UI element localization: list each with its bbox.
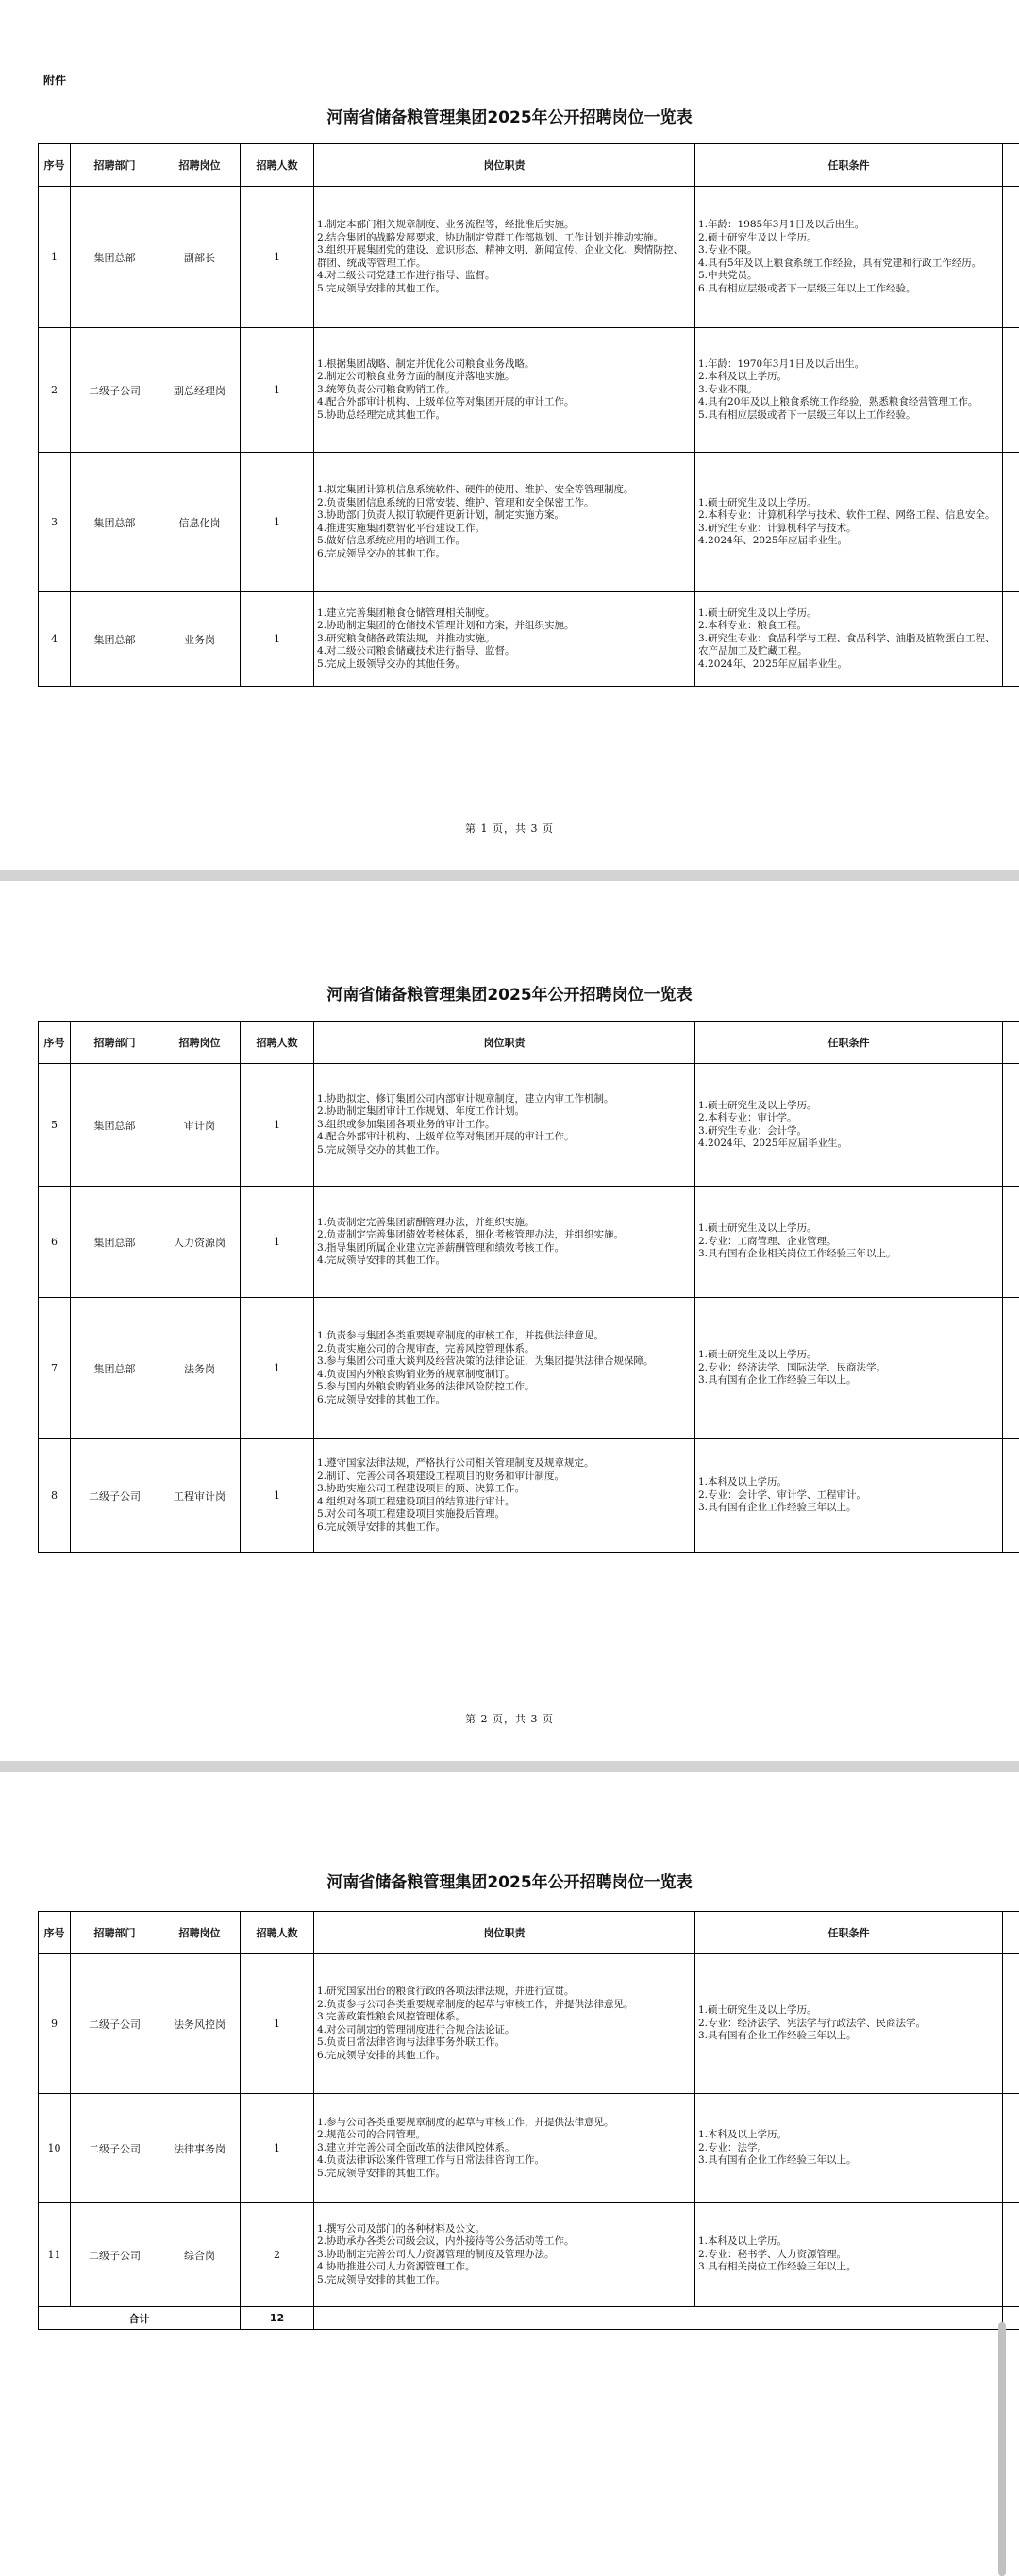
requirement-line: 5.具有相应层级或者下一层级三年以上工作经验。	[698, 408, 916, 421]
requirement-line: 4.2024年、2025年应届毕业生。	[698, 657, 847, 670]
cell-count: 1	[241, 1954, 314, 2094]
table-edge-cell	[1003, 592, 1019, 687]
requirement-line: 3.具有国有企业相关岗位工作经验三年以上。	[698, 1248, 896, 1260]
requirement-line: 1.本科及以上学历。	[698, 1476, 788, 1488]
duty-line: 4.对公司制定的管理制度进行合规合法论证。	[317, 2023, 515, 2036]
duty-line: 1.拟定集团计算机信息系统软件、硬件的使用、维护、安全等管理制度。	[317, 484, 634, 495]
cell-dept: 二级子公司	[71, 2203, 159, 2307]
duty-line: 5.完成领导安排的其他工作。	[317, 282, 446, 294]
cell-count: 2	[241, 2203, 314, 2307]
cell-dept: 集团总部	[71, 1298, 159, 1439]
cell-position: 业务岗	[159, 592, 241, 687]
header-requirements: 任职条件	[695, 1022, 1003, 1064]
duty-line: 2.负责集团信息系统的日常安装、维护、管理和安全保密工作。	[317, 496, 594, 508]
header-dept: 招聘部门	[71, 1912, 159, 1954]
table-row	[39, 453, 1019, 592]
page-1	[0, 0, 1019, 863]
table-header-row	[39, 1912, 1019, 1954]
cell-position: 法律事务岗	[159, 2094, 241, 2203]
duty-line: 5.参与国内外粮食购销业务的法律风险防控工作。	[317, 1381, 535, 1392]
requirement-line: 1.硕士研究生及以上学历。	[698, 1222, 817, 1235]
cell-duties	[314, 453, 695, 592]
duty-line: 1.根据集团战略、制定并优化公司粮食业务战略。	[317, 357, 535, 370]
duty-line: 2.协助承办各类公司级会议，内外接待等公务活动等工作。	[317, 2235, 575, 2248]
duty-line: 3.研究粮食储备政策法规，并推动实施。	[317, 632, 495, 644]
cell-count: 1	[241, 453, 314, 592]
duty-line: 2.负责实施公司的合规审查，完善风控管理体系。	[317, 1342, 535, 1354]
total-count: 12	[241, 2307, 314, 2330]
table-row	[39, 1187, 1019, 1298]
cell-seq: 4	[39, 592, 71, 687]
duty-line: 3.统筹负责公司粮食购销工作。	[317, 383, 456, 395]
table-edge-cell	[1003, 2203, 1019, 2307]
duty-line: 5.完成领导交办的其他工作。	[317, 1143, 446, 1155]
duty-line: 4.负责法律诉讼案件管理工作与日常法律咨询工作。	[317, 2154, 545, 2167]
cell-dept: 二级子公司	[71, 1954, 159, 2094]
cell-count: 1	[241, 328, 314, 453]
duty-line: 1.建立完善集团粮食仓储管理相关制度。	[317, 607, 495, 619]
duty-line: 1.遵守国家法律法规，严格执行公司相关管理制度及规章规定。	[317, 1457, 594, 1469]
cell-count: 1	[241, 1298, 314, 1439]
cell-duties	[314, 1064, 695, 1187]
page-title: 河南省储备粮管理集团2025年公开招聘岗位一览表	[326, 108, 693, 127]
duty-line: 5.负责日常法律咨询与法律事务外联工作。	[317, 2036, 506, 2048]
cell-seq: 10	[39, 2094, 71, 2203]
cell-dept: 二级子公司	[71, 2094, 159, 2203]
page-2	[0, 881, 1019, 1758]
table-edge-cell	[1003, 2094, 1019, 2203]
duty-line: 5.对公司各项工程建设项目实施投后管理。	[317, 1508, 506, 1520]
requirement-line: 3.具有国有企业工作经验三年以上。	[698, 1374, 857, 1387]
cell-duties	[314, 2203, 695, 2307]
table-row	[39, 1064, 1019, 1187]
duty-line: 3.协助实施公司工程建设项目的预、决算工作。	[317, 1483, 526, 1494]
requirement-line: 3.专业不限。	[698, 383, 758, 395]
cell-duties	[314, 187, 695, 328]
cell-seq: 6	[39, 1187, 71, 1298]
table-edge-cell	[1003, 144, 1019, 187]
cell-position: 副部长	[159, 187, 241, 328]
page-separator	[0, 1761, 1019, 1772]
page-title: 河南省储备粮管理集团2025年公开招聘岗位一览表	[326, 986, 693, 1005]
requirement-line: 2.本科专业：粮食工程。	[698, 620, 808, 632]
table-edge-cell	[1003, 1439, 1019, 1553]
duty-line: 4.协助推进公司人力资源管理工作。	[317, 2261, 476, 2273]
cell-count: 1	[241, 1064, 314, 1187]
duty-line: 6.完成领导安排的其他工作。	[317, 2049, 446, 2061]
header-count: 招聘人数	[241, 1912, 314, 1954]
table-row	[39, 1298, 1019, 1439]
cell-requirements	[695, 1298, 1003, 1439]
table-row	[39, 1439, 1019, 1553]
table-header-row	[39, 1022, 1019, 1064]
cell-duties	[314, 1187, 695, 1298]
cell-dept: 集团总部	[71, 1064, 159, 1187]
duty-line: 5.完成领导安排的其他工作。	[317, 2167, 446, 2179]
header-seq: 序号	[39, 1022, 71, 1064]
cell-duties	[314, 328, 695, 453]
cell-position: 副总经理岗	[159, 328, 241, 453]
duty-line: 4.对二级公司党建工作进行指导、监督。	[317, 270, 495, 281]
cell-count: 1	[241, 187, 314, 328]
requirement-line: 1.硕士研究生及以上学历。	[698, 607, 817, 619]
duty-line: 5.协助总经理完成其他工作。	[317, 408, 446, 421]
requirement-line: 3.研究生专业：食品科学与工程、食品科学、油脂及植物蛋白工程、农产品加工及贮藏工程。	[698, 632, 995, 657]
duty-line: 3.组织开展集团党的建设、意识形态、精神文明、新闻宣传、企业文化、舆情防控、群团、统战等管理工作。	[317, 244, 684, 269]
cell-seq: 11	[39, 2203, 71, 2307]
cell-requirements	[695, 1187, 1003, 1298]
header-dept: 招聘部门	[71, 1022, 159, 1064]
duty-line: 6.完成领导安排的其他工作。	[317, 1521, 446, 1533]
cell-seq: 8	[39, 1439, 71, 1553]
cell-duties	[314, 592, 695, 687]
page-footer: 第 2 页，共 3 页	[465, 1713, 554, 1725]
attachment-label: 附件	[43, 74, 67, 87]
requirement-line: 1.年龄：1985年3月1日及以后出生。	[698, 219, 865, 230]
duty-line: 4.配合外部审计机构、上级单位等对集团开展的审计工作。	[317, 396, 575, 408]
table-row	[39, 2094, 1019, 2203]
table-edge-cell	[1003, 1954, 1019, 2094]
cell-count: 1	[241, 2094, 314, 2203]
requirement-line: 3.具有国有企业工作经验三年以上。	[698, 2030, 857, 2042]
table-edge-cell	[1003, 1022, 1019, 1064]
duty-line: 1.制定本部门相关规章制度、业务流程等，经批准后实施。	[317, 219, 575, 230]
header-count: 招聘人数	[241, 144, 314, 187]
page-footer: 第 1 页，共 3 页	[465, 823, 554, 835]
requirement-line: 1.硕士研究生及以上学历。	[698, 1349, 817, 1361]
cell-seq: 7	[39, 1298, 71, 1439]
duty-line: 3.建立并完善公司全面改革的法律风控体系。	[317, 2141, 515, 2153]
requirement-line: 2.专业：会计学、审计学、工程审计。	[698, 1488, 867, 1501]
cell-duties	[314, 2094, 695, 2203]
requirement-line: 2.本科专业：审计学。	[698, 1112, 797, 1123]
cell-duties	[314, 1439, 695, 1553]
header-position: 招聘岗位	[159, 1022, 241, 1064]
duty-line: 2.负责参与公司各类重要规章制度的起草与审核工作，并提供法律意见。	[317, 1998, 634, 2010]
duty-line: 3.参与集团公司重大谈判及经营决策的法律论证，为集团提供法律合规保障。	[317, 1355, 654, 1367]
cell-position: 信息化岗	[159, 453, 241, 592]
duty-line: 4.推进实施集团数智化平台建设工作。	[317, 522, 486, 534]
requirement-line: 4.2024年、2025年应届毕业生。	[698, 1138, 847, 1149]
table-header-row	[39, 144, 1019, 187]
requirement-line: 2.本科及以上学历。	[698, 371, 788, 383]
cell-seq: 1	[39, 187, 71, 328]
requirement-line: 1.硕士研究生及以上学历。	[698, 496, 817, 508]
requirement-line: 2.硕士研究生及以上学历。	[698, 231, 817, 243]
table-edge-cell	[1003, 328, 1019, 453]
cell-position: 法务岗	[159, 1298, 241, 1439]
requirement-line: 3.专业不限。	[698, 244, 758, 256]
header-seq: 序号	[39, 144, 71, 187]
table-edge-cell	[1003, 187, 1019, 328]
cell-dept: 二级子公司	[71, 1439, 159, 1553]
cell-seq: 3	[39, 453, 71, 592]
duty-line: 6.完成领导交办的其他工作。	[317, 547, 446, 559]
duty-line: 2.制定公司粮食业务方面的制度并落地实施。	[317, 371, 515, 383]
duty-line: 4.配合外部审计机构、上级单位等对集团开展的审计工作。	[317, 1131, 575, 1143]
header-duties: 岗位职责	[314, 144, 695, 187]
cell-seq: 9	[39, 1954, 71, 2094]
header-requirements: 任职条件	[695, 144, 1003, 187]
cell-requirements	[695, 1064, 1003, 1187]
cell-requirements	[695, 2094, 1003, 2203]
cell-requirements	[695, 187, 1003, 328]
requirement-line: 2.专业：工商管理、企业管理。	[698, 1235, 837, 1247]
requirement-line: 4.具有20年及以上粮食系统工作经验，熟悉粮食经营管理工作。	[698, 396, 978, 408]
positions-table	[38, 1021, 1019, 1553]
header-duties: 岗位职责	[314, 1912, 695, 1954]
cell-position: 综合岗	[159, 2203, 241, 2307]
requirement-line: 3.具有国有企业工作经验三年以上。	[698, 2154, 857, 2167]
positions-table	[38, 1911, 1019, 2330]
total-label: 合计	[39, 2307, 241, 2330]
duty-line: 3.指导集团所属企业建立完善薪酬管理和绩效考核工作。	[317, 1241, 565, 1254]
duty-line: 1.负责制定完善集团薪酬管理办法，并组织实施。	[317, 1216, 535, 1228]
cell-position: 人力资源岗	[159, 1187, 241, 1298]
requirement-line: 3.具有相关岗位工作经验三年以上。	[698, 2261, 857, 2273]
page-title: 河南省储备粮管理集团2025年公开招聘岗位一览表	[326, 1873, 693, 1892]
cell-position: 审计岗	[159, 1064, 241, 1187]
requirement-line: 3.具有国有企业工作经验三年以上。	[698, 1502, 857, 1514]
table-edge-cell	[1003, 1187, 1019, 1298]
duty-line: 1.研究国家出台的粮食行政的各项法律法规，并进行宣贯。	[317, 1986, 575, 1997]
requirement-line: 1.年龄：1970年3月1日及以后出生。	[698, 357, 865, 370]
header-dept: 招聘部门	[71, 144, 159, 187]
duty-line: 2.规范公司的合同管理。	[317, 2129, 426, 2141]
total-empty	[314, 2307, 1003, 2330]
page-separator	[0, 870, 1019, 881]
cell-dept: 集团总部	[71, 592, 159, 687]
duty-line: 2.制订、完善公司各项建设工程项目的财务和审计制度。	[317, 1470, 565, 1482]
page-3	[0, 1772, 1019, 2576]
header-duties: 岗位职责	[314, 1022, 695, 1064]
duty-line: 3.组织或参加集团各项业务的审计工作。	[317, 1118, 495, 1130]
cell-requirements	[695, 328, 1003, 453]
table-row	[39, 187, 1019, 328]
positions-table	[38, 143, 1019, 687]
cell-dept: 集团总部	[71, 1187, 159, 1298]
requirement-line: 4.2024年、2025年应届毕业生。	[698, 535, 847, 546]
duty-line: 4.组织对各项工程建设项目的结算进行审计。	[317, 1495, 515, 1507]
table-row	[39, 2203, 1019, 2307]
cell-count: 1	[241, 1439, 314, 1553]
cell-position: 工程审计岗	[159, 1439, 241, 1553]
duty-line: 6.完成领导安排的其他工作。	[317, 1393, 446, 1405]
duty-line: 2.协助制定集团审计工作规划、年度工作计划。	[317, 1105, 526, 1118]
cell-requirements	[695, 1954, 1003, 2094]
requirement-line: 5.中共党员。	[698, 270, 758, 281]
duty-line: 4.完成领导安排的其他工作。	[317, 1255, 446, 1266]
scrollbar-thumb[interactable]	[998, 2322, 1006, 2576]
duty-line: 4.对二级公司粮食储藏技术进行指导、监督。	[317, 645, 515, 657]
table-edge-cell	[1003, 1912, 1019, 1954]
header-position: 招聘岗位	[159, 1912, 241, 1954]
table-edge-cell	[1003, 453, 1019, 592]
requirement-line: 1.硕士研究生及以上学历。	[698, 2004, 817, 2017]
requirement-line: 1.本科及以上学历。	[698, 2129, 788, 2141]
cell-count: 1	[241, 1187, 314, 1298]
table-row	[39, 328, 1019, 453]
cell-count: 1	[241, 592, 314, 687]
table-row	[39, 592, 1019, 687]
duty-line: 5.完成上级领导交办的其他任务。	[317, 657, 466, 670]
cell-requirements	[695, 592, 1003, 687]
duty-line: 1.负责参与集团各类重要规章制度的审核工作，并提供法律意见。	[317, 1330, 605, 1341]
requirement-line: 1.硕士研究生及以上学历。	[698, 1099, 817, 1111]
duty-line: 2.协助制定集团的仓储技术管理计划和方案，并组织实施。	[317, 620, 575, 632]
duty-line: 5.完成领导安排的其他工作。	[317, 2273, 446, 2285]
duty-line: 4.负责国内外粮食购销业务的规章制度制订。	[317, 1368, 515, 1380]
header-position: 招聘岗位	[159, 144, 241, 187]
requirement-line: 2.专业：经济法学、国际法学、民商法学。	[698, 1361, 887, 1373]
requirement-line: 3.研究生专业：会计学。	[698, 1124, 808, 1137]
cell-requirements	[695, 453, 1003, 592]
duty-line: 1.协助拟定、修订集团公司内部审计规章制度，建立内审工作机制。	[317, 1092, 614, 1105]
cell-dept: 集团总部	[71, 187, 159, 328]
duty-line: 2.负责制定完善集团绩效考核体系，细化考核管理办法，并组织实施。	[317, 1229, 625, 1240]
requirement-line: 3.研究生专业：计算机科学与技术。	[698, 522, 857, 534]
cell-position: 法务风控岗	[159, 1954, 241, 2094]
duty-line: 1.参与公司各类重要规章制度的起草与审核工作，并提供法律意见。	[317, 2116, 614, 2128]
requirement-line: 2.专业：法学。	[698, 2141, 768, 2153]
requirement-line: 2.专业：经济法学、宪法学与行政法学、民商法学。	[698, 2017, 927, 2029]
cell-duties	[314, 1954, 695, 2094]
cell-dept: 集团总部	[71, 453, 159, 592]
requirement-line: 4.具有5年及以上粮食系统工作经验，具有党建和行政工作经历。	[698, 257, 982, 269]
duty-line: 3.完善政策性粮食风控管理体系。	[317, 2011, 466, 2022]
duty-line: 3.协助制定完善公司人力资源管理的制度及管理办法。	[317, 2248, 555, 2260]
header-count: 招聘人数	[241, 1022, 314, 1064]
table-edge-cell	[1003, 1064, 1019, 1187]
table-edge-cell	[1003, 1298, 1019, 1439]
duty-line: 5.做好信息系统应用的培训工作。	[317, 535, 466, 546]
cell-duties	[314, 1298, 695, 1439]
duty-line: 2.结合集团的战略发展要求，协助制定党群工作部规划、工作计划并推动实施。	[317, 231, 664, 243]
requirement-line: 1.本科及以上学历。	[698, 2235, 788, 2248]
duty-line: 1.撰写公司及部门的各种材料及公文。	[317, 2222, 486, 2235]
cell-requirements	[695, 2203, 1003, 2307]
cell-seq: 5	[39, 1064, 71, 1187]
header-seq: 序号	[39, 1912, 71, 1954]
requirement-line: 2.专业：秘书学、人力资源管理。	[698, 2248, 847, 2260]
cell-requirements	[695, 1439, 1003, 1553]
total-row	[39, 2307, 1019, 2330]
cell-dept: 二级子公司	[71, 328, 159, 453]
header-requirements: 任职条件	[695, 1912, 1003, 1954]
requirement-line: 6.具有相应层级或者下一层级三年以上工作经验。	[698, 282, 916, 294]
cell-seq: 2	[39, 328, 71, 453]
table-row	[39, 1954, 1019, 2094]
duty-line: 3.协助部门负责人拟订软硬件更新计划，制定实施方案。	[317, 509, 565, 521]
requirement-line: 2.本科专业：计算机科学与技术、软件工程、网络工程、信息安全。	[698, 509, 995, 521]
